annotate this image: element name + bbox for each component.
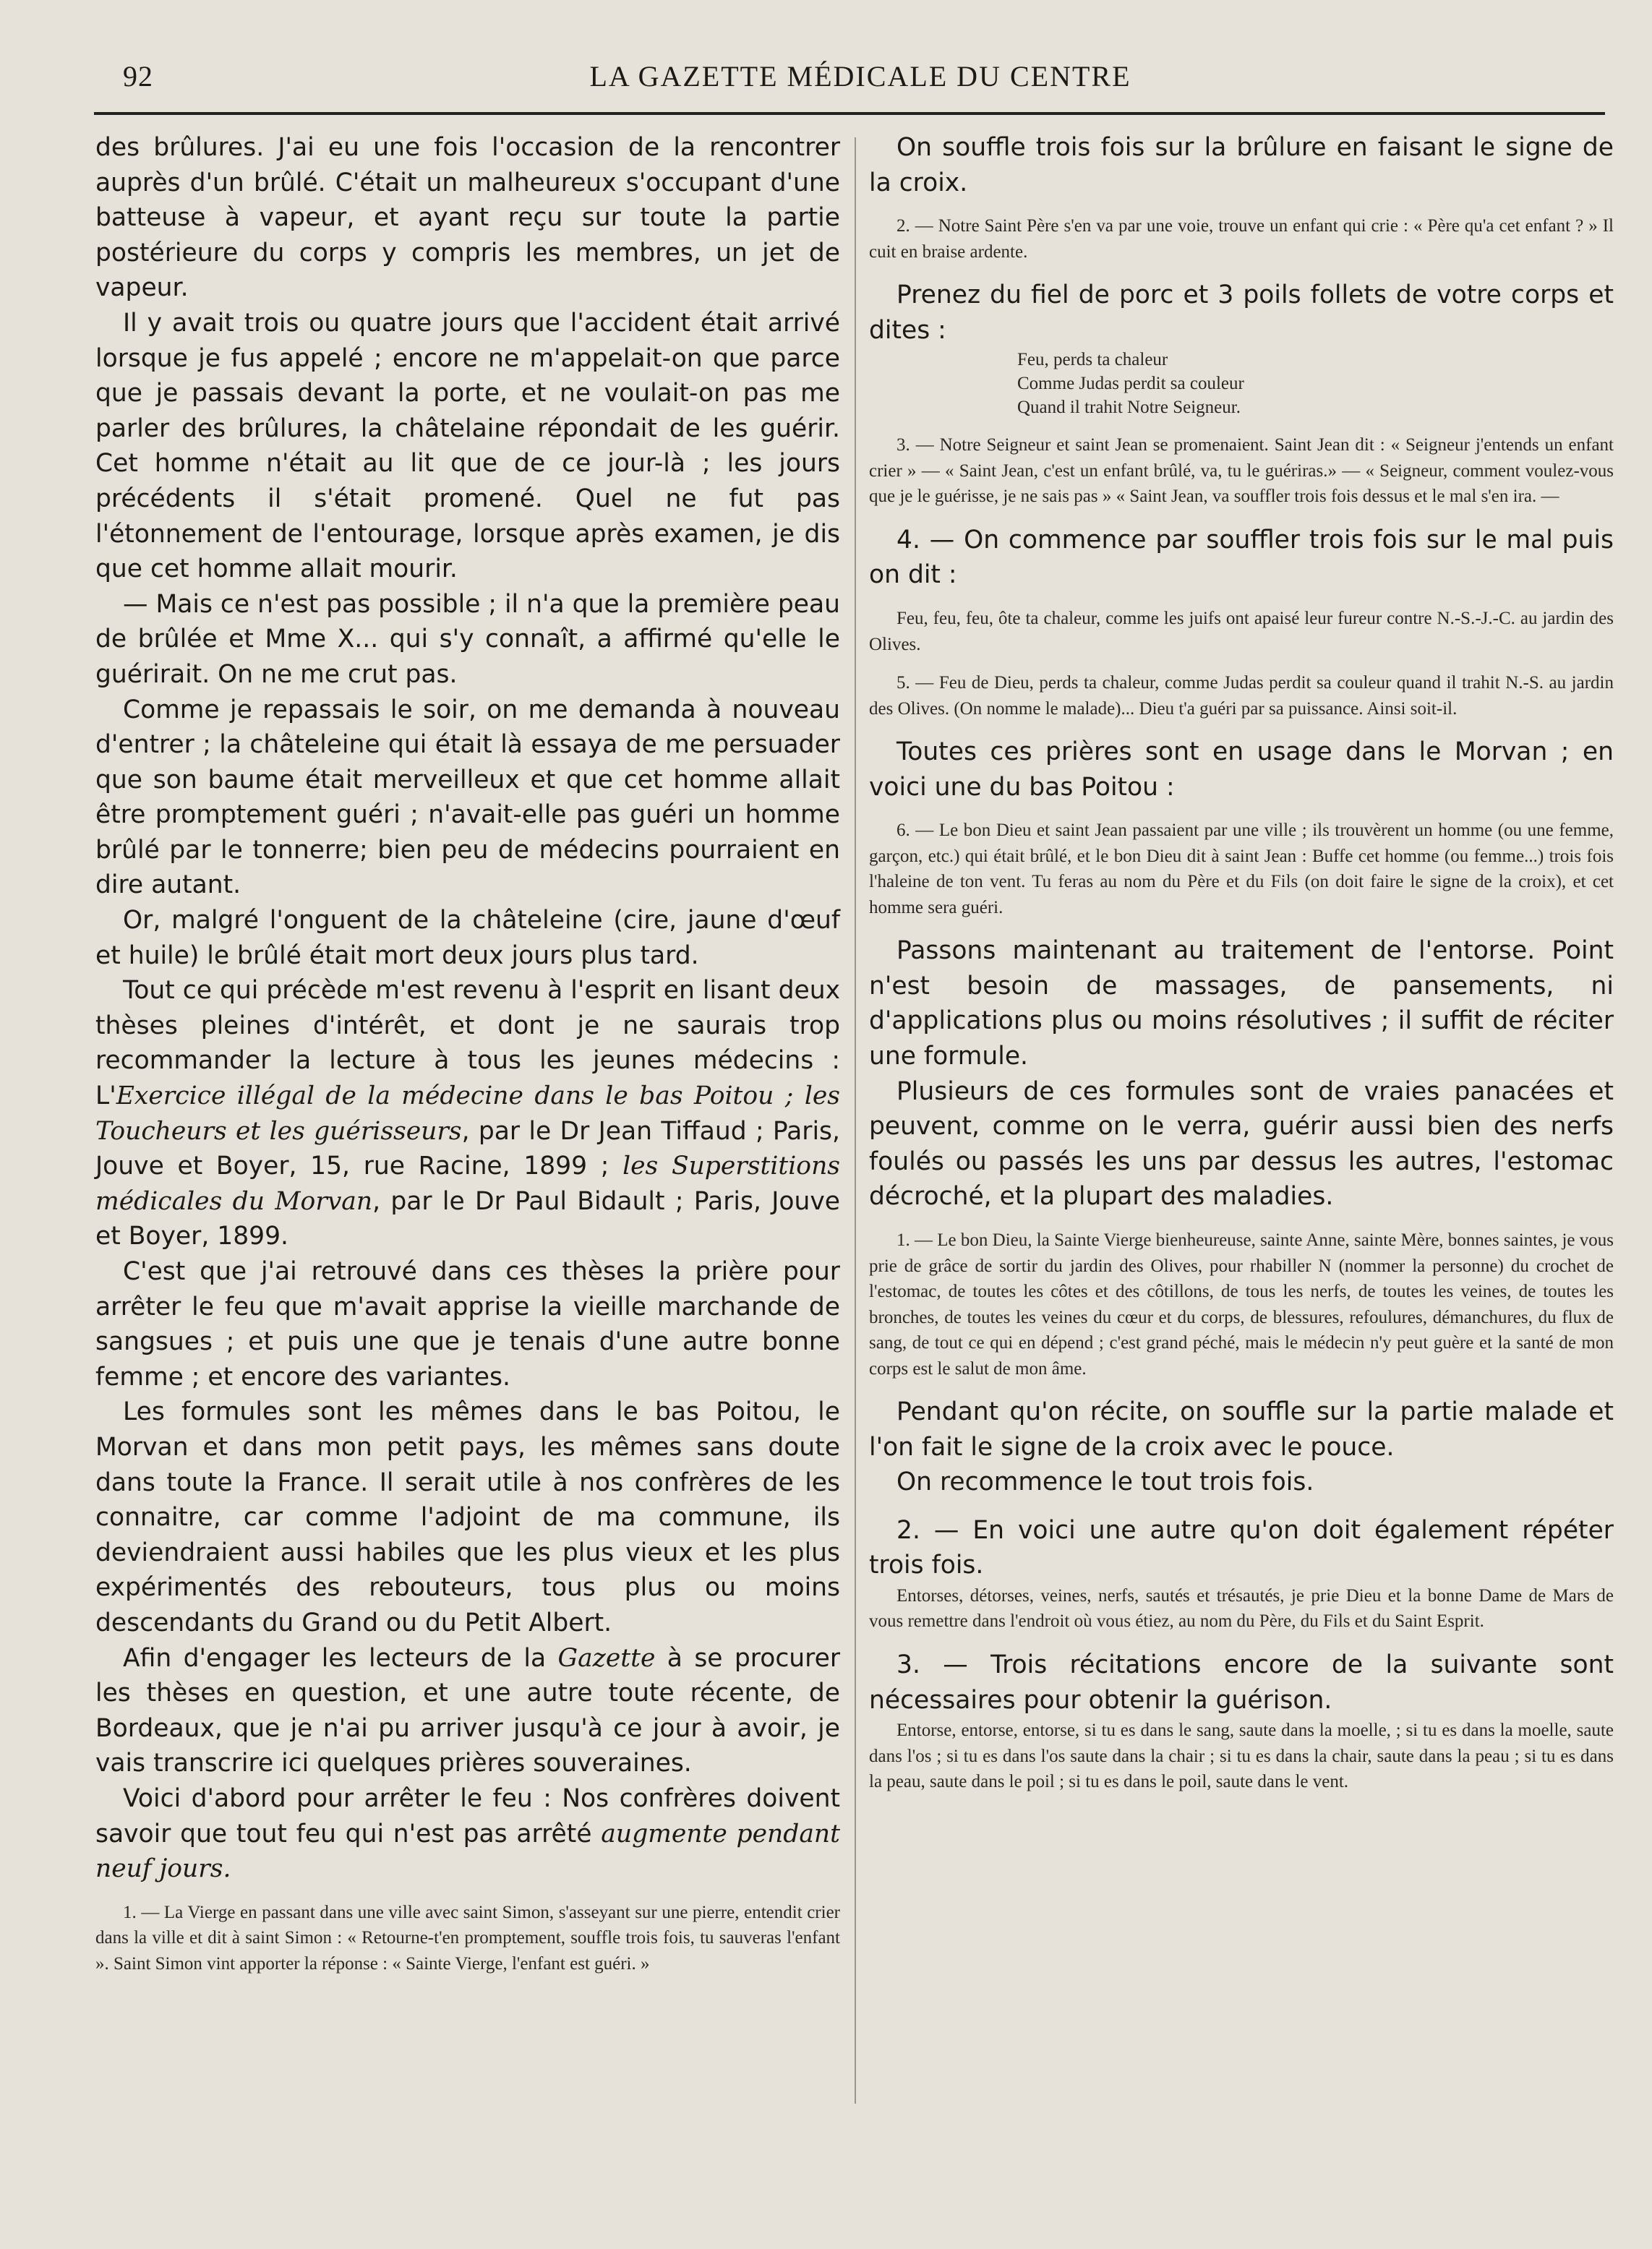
paragraph: Pendant qu'on récite, on souffle sur la partie malade et l'on fait le signe de la croix avec le pouce. bbox=[869, 1397, 1614, 1462]
sprain-formula-2: Entorses, détorses, veines, nerfs, sautés et trésautés, je prie Dieu et la bonne Dame de Mars de vous remettre dans l'endroit où vous étiez, au nom du Père, du Fils et du Saint Esprit. bbox=[869, 1585, 1614, 1632]
prayer-1: 1. — La Vierge en passant dans une ville avec saint Simon, s'asseyant sur une pierre, entendit crier dans la ville et dit à saint Simon : « Retourne-t'en promptement, souffle trois fois, tu sauveras l'enfant ». Saint Simon vint apporter la réponse : « Sainte Vierge, l'enfant est guéri. » bbox=[95, 1902, 840, 1974]
verse-line: Comme Judas perdit sa couleur bbox=[1017, 374, 1244, 394]
prayer-3: 3. — Notre Seigneur et saint Jean se promenaient. Saint Jean dit : « Seigneur j'entends un enfant crier » — « Saint Jean, c'est un enfant brûlé, va, tu le guériras.» — « Seigneur, comment voulez-vous que je le guérisse, je ne sais pas » « Saint Jean, va souffler trois fois dessus et le mal s'en ira. — bbox=[869, 435, 1614, 507]
paragraph: 3. — Trois récitations encore de la suivante sont nécessaires pour obtenir la guérison. bbox=[869, 1650, 1614, 1715]
paragraph: Les formules sont les mêmes dans le bas Poitou, le Morvan et dans mon petit pays, les mêmes sans doute dans toute la France. Il serait utile à nos confrères de les connaitre, car comme l'adjoint de ma commune, ils deviendraient aussi habiles que les plus vieux et les plus expérimentés des rebouteurs, tous plus ou moins descendants du Grand ou du Petit Albert. bbox=[95, 1397, 840, 1637]
verse-line: Quand il trahit Notre Seigneur. bbox=[1017, 398, 1241, 418]
paragraph: des brûlures. J'ai eu une fois l'occasion de la rencontrer auprès d'un brûlé. C'était un malheureux s'occupant d'une batteuse à vapeur, et ayant reçu sur toute la partie postérieure du corps y compris les membres, un jet de vapeur. bbox=[95, 133, 840, 303]
prayer-6: 6. — Le bon Dieu et saint Jean passaient par une ville ; ils trouvèrent un homme (ou une femme, garçon, etc.) qui était brûlé, et le bon Dieu dit à saint Jean : Buffe cet homme (ou femme...) trois fois l'haleine de ton vent. Tu feras au nom du Père et du Fils (on doit faire le signe de la croix), et cet homme sera guéri. bbox=[869, 821, 1614, 917]
thesis-title-1: Exercice illégal de la médecine dans le bas Poitou ; les Toucheurs et les guérisseurs bbox=[95, 1081, 840, 1146]
prayer-2: 2. — Notre Saint Père s'en va par une voie, trouve un enfant qui crie : « Père qu'a cet enfant ? » Il cuit en braise ardente. bbox=[869, 216, 1614, 262]
paragraph: On souffle trois fois sur la brûlure en faisant le signe de la croix. bbox=[869, 133, 1614, 197]
thesis-title-2: les Superstitions médicales du Morvan bbox=[95, 1152, 840, 1216]
paragraph: Afin d'engager les lecteurs de la Gazette à se procurer les thèses en question, et une autre toute récente, de Bordeaux, que je n'ai pu arriver jusqu'à ce jour à avoir, je vais transcrire ici quelques prières souveraines. bbox=[95, 1643, 841, 1778]
paragraph-thesis-references: Tout ce qui précède m'est revenu à l'esprit en lisant deux thèses pleines d'intérêt, et dont je ne saurais trop recommander la lecture à tous les jeunes médecins : L'Exercice illégal de la médecine dans le bas Poitou ; les Toucheurs et les guérisseurs, par le Dr Jean Tiffaud ; Paris, Jouve et Boyer, 15, rue Racine, 1899 ; les Superstitions médicales du Morvan, par le Dr Paul Bidault ; Paris, Jouve et Boyer, 1899. bbox=[95, 976, 841, 1251]
paragraph: C'est que j'ai retrouvé dans ces thèses la prière pour arrêter le feu que m'avait apprise la vieille marchande de sangsues ; et puis une que je tenais d'une autre bonne femme ; et encore des variantes. bbox=[95, 1257, 840, 1392]
paragraph: On recommence le tout trois fois. bbox=[896, 1468, 1314, 1497]
header-rule bbox=[94, 112, 1605, 115]
sprain-formula-1: 1. — Le bon Dieu, la Sainte Vierge bienheureuse, sainte Anne, sainte Mère, bonnes saintes, je vous prie de grâce de sortir du jardin des Olives, pour rhabiller N (nommer la personne) du crochet de l'estomac, de toutes les côtes et des côtillons, de tous les nerfs, de toutes les veines, de toutes les bronches, de toutes les veines du cœur et du corps, de blessures, refoulures, démanchures, du flux de sang, de tout ce qui en dépend ; c'est grand péché, mais le médecin n'y peut guère et la santé de mon corps est le salut de mon âme. bbox=[869, 1230, 1614, 1379]
paragraph: Prenez du fiel de porc et 3 poils follets de votre corps et dites : bbox=[869, 280, 1614, 345]
paragraph: 2. — En voici une autre qu'on doit également répéter trois fois. bbox=[869, 1515, 1614, 1580]
gazette-name: Gazette bbox=[557, 1643, 656, 1673]
paragraph: Voici d'abord pour arrêter le feu : Nos confrères doivent savoir que tout feu qui n'est pas arrêté augmente pendant neuf jours. bbox=[95, 1783, 840, 1884]
paragraph: Passons maintenant au traitement de l'entorse. Point n'est besoin de massages, de pansements, ni d'applications plus ou moins résolutives ; il suffit de réciter une formule. bbox=[869, 936, 1614, 1071]
page-number: 92 bbox=[123, 60, 153, 93]
paragraph: Comme je repassais le soir, on me demanda à nouveau d'entrer ; la châteleine qui était là essaya de me persuader que son baume était merveilleux et que cet homme allait être promptement guéri ; n'avait-elle pas guéri un homme brûlé par le tonnerre; bien peu de médecins pourraient en dire autant. bbox=[95, 695, 840, 900]
paragraph: Il y avait trois ou quatre jours que l'accident était arrivé lorsque je fus appelé ; encore ne m'appelait-on que parce que je passais devant la porte, et ne voulait-on pas me parler des brûlures, la châtelaine répondait de les guérir. Cet homme n'était au lit que de ce jour-là ; les jours précédents il s'était promené. Quel ne fut pas l'étonnement de l'entourage, lorsque après examen, je dis que cet homme allait mourir. bbox=[95, 308, 840, 584]
column-divider bbox=[855, 137, 856, 2104]
paragraph: Toutes ces prières sont en usage dans le Morvan ; en voici une du bas Poitou : bbox=[869, 737, 1614, 802]
left-column bbox=[95, 130, 840, 1976]
journal-title: LA GAZETTE MÉDICALE DU CENTRE bbox=[589, 60, 1131, 93]
paragraph: Or, malgré l'onguent de la châteleine (cire, jaune d'œuf et huile) le brûlé était mort deux jours plus tard. bbox=[95, 906, 840, 970]
sprain-formula-3: Entorse, entorse, entorse, si tu es dans le sang, saute dans la moelle, ; si tu es dans la moelle, saute dans l'os ; si tu es dans l'os saute dans la chair ; si tu es dans la chair, saute dans la peau ; si tu es dans la peau, saute dans le poil ; si tu es dans le poil, saute dans le vent. bbox=[869, 1721, 1614, 1792]
prayer-text: Feu, feu, feu, ôte ta chaleur, comme les juifs ont apaisé leur fureur contre N.-S.-J.-C. au jardin des Olives. bbox=[869, 609, 1614, 654]
prayer-5: 5. — Feu de Dieu, perds ta chaleur, comme Judas perdit sa couleur quand il trahit N.-S. au jardin des Olives. (On nomme le malade)... Dieu t'a guéri par sa puissance. Ainsi soit-il. bbox=[869, 673, 1614, 719]
paragraph: 4. — On commence par souffler trois fois sur le mal puis on dit : bbox=[869, 525, 1614, 590]
running-header bbox=[116, 56, 1605, 107]
paragraph: — Mais ce n'est pas possible ; il n'a que la première peau de brûlée et Mme X... qui s'y connaît, a affirmé qu'elle le guérirait. On ne me crut pas. bbox=[95, 589, 840, 689]
paragraph: Plusieurs de ces formules sont de vraies panacées et peuvent, comme on le verra, guérir aussi bien des nerfs foulés ou passés les uns par dessus les autres, l'estomac décroché, et la plupart des maladies. bbox=[869, 1076, 1614, 1212]
right-column bbox=[869, 130, 1614, 1795]
verse-line: Feu, perds ta chaleur bbox=[1017, 350, 1168, 370]
